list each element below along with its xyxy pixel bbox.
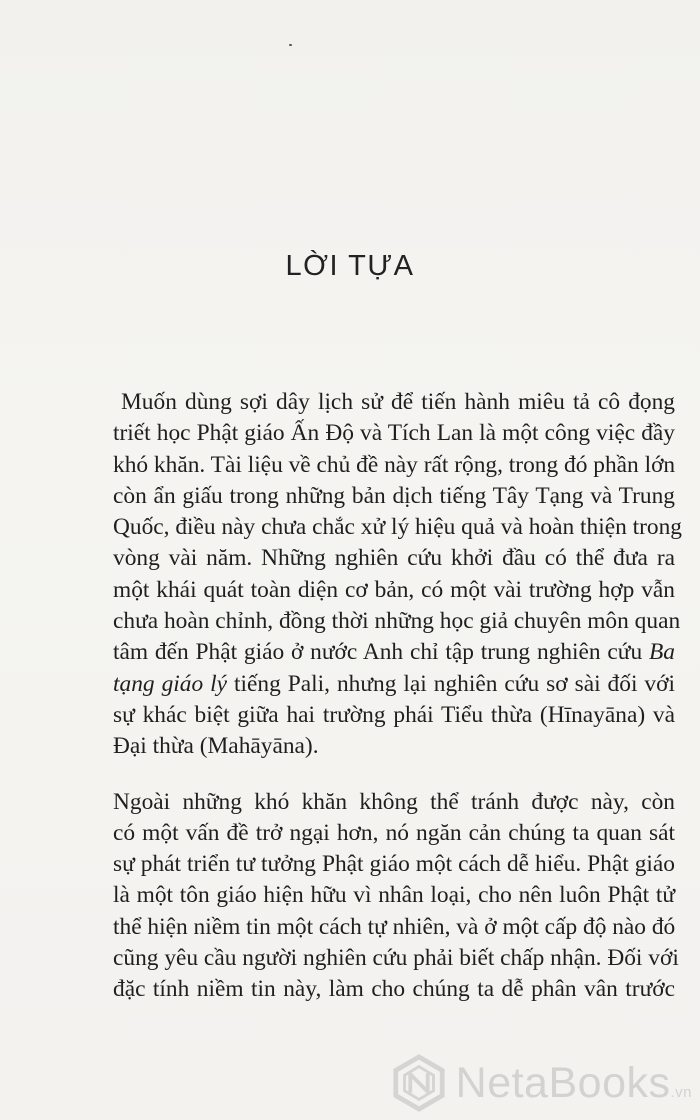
body-text [113, 387, 683, 1006]
text-line: đặc tính niềm tin này, làm cho chúng ta dễ phân vân trước [113, 976, 675, 1003]
text-line: chưa hoàn chỉnh, đồng thời những học giả chuyên môn quan [113, 608, 681, 635]
italic-term: tạng giáo lý [113, 670, 228, 697]
text-line: triết học Phật giáo Ấn Độ và Tích Lan là một công việc đầy [113, 420, 675, 447]
text-line: Muốn dùng sợi dây lịch sử để tiến hành miêu tả cô đọng [121, 389, 675, 415]
text-span: tiếng Pali, nhưng lại nghiên cứu sơ sài đối với [227, 670, 675, 697]
text-line: khó khăn. Tài liệu về chủ đề này rất rộng, trong đó phần lớn [113, 451, 676, 478]
text-line: Ngoài những khó khăn không thể tránh được này, còn [113, 788, 675, 815]
text-line: thể hiện niềm tin một cách tự nhiên, và ở một cấp độ nào đó [113, 913, 676, 940]
logo-domain-suffix: .vn [670, 1083, 692, 1101]
text-line: sự phát triển tư tưởng Phật giáo một cách dễ hiểu. Phật giáo [113, 851, 675, 878]
text-line: là một tôn giáo hiện hữu vì nhân loại, cho nên luôn Phật tử [113, 882, 675, 909]
text-line [113, 669, 675, 700]
text-line: Quốc, điều này chưa chắc xử lý hiệu quả và hoàn thiện trong [113, 514, 683, 541]
text-span: tâm đến Phật giáo ở nước Anh chỉ tập trung nghiên cứu [113, 639, 650, 666]
text-line: cũng yêu cầu người nghiên cứu phải biết chấp nhận. Đối với [113, 945, 679, 972]
netabooks-wordmark [456, 1059, 692, 1108]
text-line: có một vấn đề trở ngại hơn, nó ngăn cản chúng ta quan sát [113, 819, 675, 846]
italic-term: Ba [649, 639, 675, 666]
paragraph-gap [113, 763, 675, 787]
logo-name: NetaBooks [455, 1058, 671, 1107]
netabooks-logo-icon [390, 1054, 448, 1112]
text-line [113, 637, 675, 668]
text-line: Đại thừa (Mahāyāna). [113, 733, 319, 760]
page-heading: LỜI TỰA [285, 250, 415, 282]
text-line: một khái quát toàn diện cơ bản, có một vài trường hợp vẫn [113, 576, 675, 603]
ink-speck [289, 44, 292, 46]
text-line: còn ẩn giấu trong những bản dịch tiếng Tây Tạng và Trung [113, 482, 675, 509]
netabooks-watermark [390, 1054, 692, 1112]
text-line: vòng vài năm. Những nghiên cứu khởi đầu có thể đưa ra [113, 545, 675, 572]
text-line: sự khác biệt giữa hai trường phái Tiểu thừa (Hīnayāna) và [113, 701, 675, 728]
